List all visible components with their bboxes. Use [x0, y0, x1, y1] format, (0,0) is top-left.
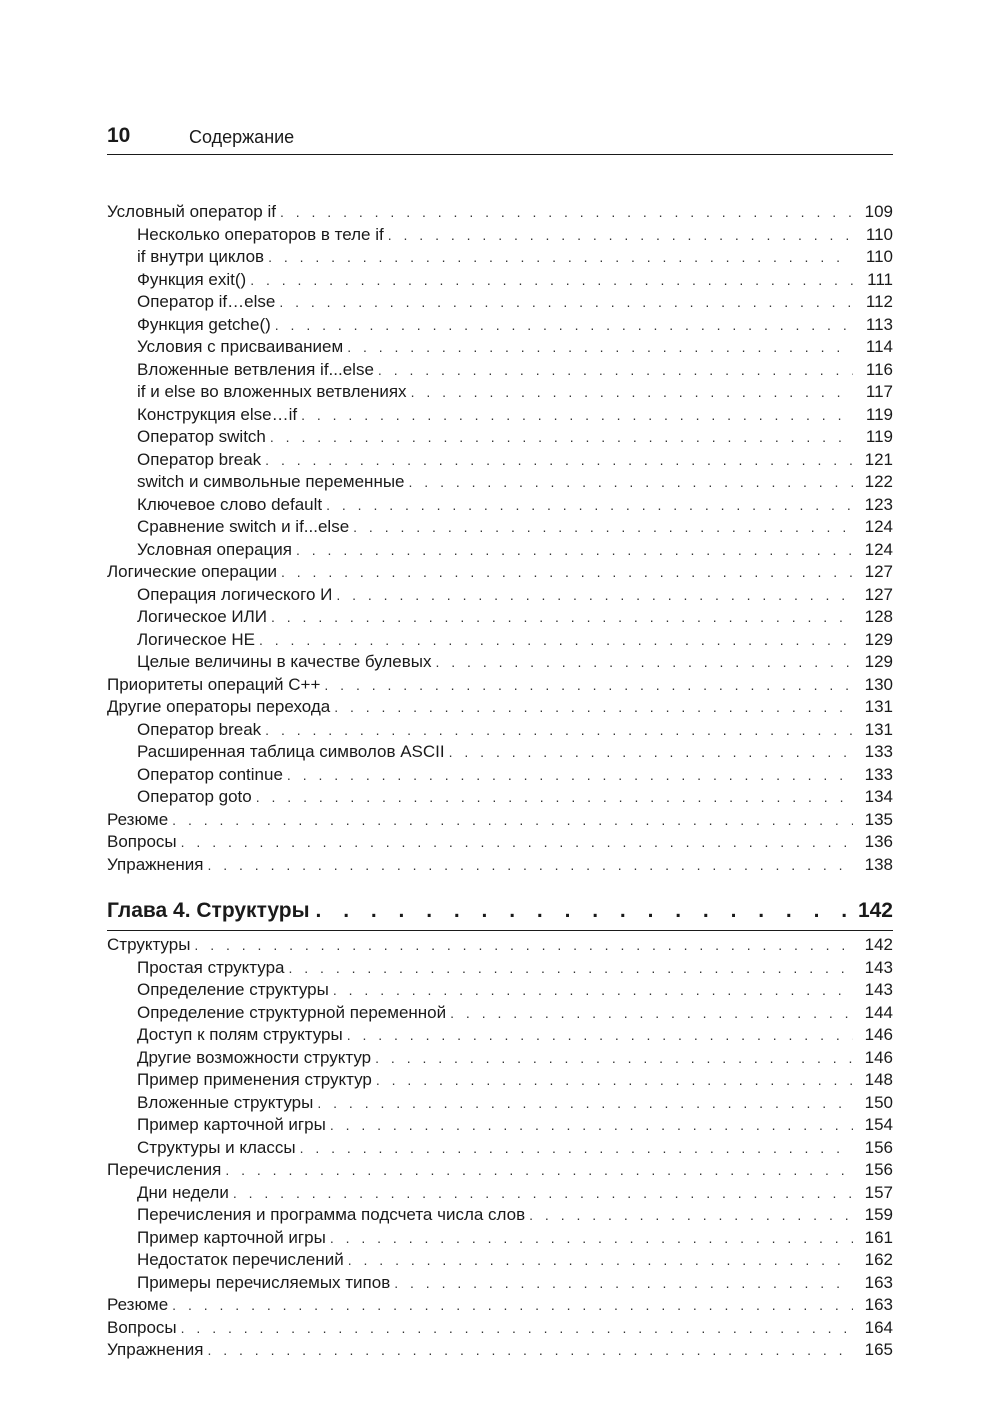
dot-leader [300, 1137, 853, 1160]
toc-section-chapter-3 [107, 201, 893, 876]
dot-leader [375, 1047, 853, 1070]
dot-leader [450, 1002, 853, 1025]
toc-entry [107, 449, 893, 472]
toc-entry-title: Оператор break [137, 719, 262, 739]
dot-leader [436, 651, 854, 674]
toc-entry [107, 471, 893, 494]
dot-leader [529, 1204, 853, 1227]
dot-leader [259, 629, 853, 652]
toc-entry-page: 121 [864, 449, 893, 469]
toc-entry-page: 133 [864, 764, 893, 784]
toc-entry [107, 1182, 893, 1205]
toc-entry-page: 142 [864, 935, 893, 954]
toc-entry-title: Оператор goto [137, 787, 252, 806]
toc-entry-title: Логическое НЕ [137, 629, 255, 649]
dot-leader [256, 786, 853, 809]
toc-entry-title: Условная операция [137, 539, 292, 559]
dot-leader [336, 584, 853, 607]
toc-entry [107, 1137, 893, 1160]
toc-entry-page: 117 [865, 382, 893, 401]
dot-leader [270, 426, 853, 449]
toc-entry-page: 112 [865, 292, 893, 311]
dot-leader [317, 1092, 853, 1115]
toc-entry [107, 246, 893, 269]
toc-entry-title: Простая структура [137, 957, 285, 977]
toc-entry-page: 110 [865, 224, 893, 244]
dot-leader [388, 224, 853, 247]
toc-entry [107, 1317, 893, 1340]
dot-leader [287, 764, 853, 787]
toc-entry [107, 1092, 893, 1115]
toc-entry [107, 1294, 893, 1317]
toc-entry [107, 201, 893, 224]
dot-leader [394, 1272, 853, 1295]
toc-entry-title: Пример карточной игры [137, 1227, 326, 1247]
toc-entry [107, 979, 893, 1002]
dot-leader [280, 201, 853, 224]
toc-entry [107, 359, 893, 382]
dot-leader [207, 1339, 853, 1362]
toc-entry [107, 1114, 893, 1137]
dot-leader [250, 269, 853, 292]
toc-entry-title: Вложенные структуры [137, 1092, 314, 1112]
dot-leader [324, 674, 853, 697]
toc-entry-title: Условный оператор if [107, 202, 276, 221]
toc-entry [107, 1339, 893, 1362]
toc-entry [107, 764, 893, 787]
toc-entry-page: 111 [867, 269, 893, 289]
toc-entry-title: Перечисления [107, 1160, 222, 1179]
toc-entry-page: 124 [864, 517, 893, 536]
dot-leader [296, 539, 853, 562]
toc-entry [107, 336, 893, 359]
dot-leader [271, 606, 853, 629]
toc-entry [107, 696, 893, 719]
toc-entry-title: Определение структуры [137, 980, 329, 999]
toc-entry [107, 786, 893, 809]
dot-leader [225, 1159, 853, 1182]
toc-entry [107, 1159, 893, 1182]
toc-entry [107, 381, 893, 404]
dot-leader [333, 979, 853, 1002]
toc-entry-page: 162 [864, 1250, 893, 1269]
dot-leader [181, 1317, 853, 1340]
toc-entry-title: if и else во вложенных ветвлениях [137, 382, 407, 401]
toc-entry-page: 131 [864, 697, 893, 716]
toc-entry-page: 134 [864, 787, 893, 806]
toc-entry-page: 154 [864, 1115, 893, 1134]
toc-entry-page: 109 [864, 202, 893, 221]
toc-entry [107, 809, 893, 832]
toc-entry-title: Условия с присваиванием [137, 337, 344, 356]
dot-leader [411, 381, 853, 404]
toc-entry [107, 934, 893, 957]
toc-entry [107, 1227, 893, 1250]
dot-leader [348, 1249, 853, 1272]
toc-entry-title: Расширенная таблица символов ASCII [137, 742, 445, 761]
dot-leader [233, 1182, 853, 1205]
dot-leader [449, 741, 853, 764]
dot-leader [194, 934, 853, 957]
toc-entry [107, 606, 893, 629]
toc-entry-title: Конструкция else…if [137, 404, 298, 424]
dot-leader [347, 1024, 853, 1047]
toc-entry [107, 561, 893, 584]
toc-entry-title: Другие возможности структур [137, 1047, 372, 1067]
toc-entry-page: 122 [864, 472, 893, 491]
toc-entry-page: 143 [864, 980, 893, 999]
chapter-heading [107, 896, 893, 931]
dot-leader [279, 291, 853, 314]
toc-entry [107, 719, 893, 742]
toc-entry-page: 116 [865, 359, 893, 379]
toc-entry [107, 854, 893, 877]
dot-leader [268, 246, 853, 269]
toc-entry-page: 136 [864, 832, 893, 851]
dot-leader [316, 896, 852, 926]
toc-entry-title: Вложенные ветвления if...else [137, 359, 374, 379]
toc-entry [107, 957, 893, 980]
toc-entry-title: Резюме [107, 809, 169, 829]
toc-entry-page: 138 [864, 854, 893, 874]
toc-entry-page: 119 [865, 404, 893, 424]
toc-entry [107, 674, 893, 697]
toc-entry [107, 651, 893, 674]
toc-entry-page: 124 [864, 539, 893, 559]
toc-entry-title: Операция логического И [137, 584, 333, 604]
page-number: 10 [107, 124, 131, 147]
toc-entry-page: 159 [864, 1205, 893, 1224]
toc-entry-title: Ключевое слово default [137, 494, 323, 514]
dot-leader [330, 1114, 853, 1137]
toc-entry-title: if внутри циклов [137, 247, 265, 266]
toc-entry-title: Функция exit() [137, 269, 247, 289]
toc-entry-page: 123 [864, 494, 893, 514]
toc-entry-title: Логическое ИЛИ [137, 607, 267, 626]
toc-entry [107, 291, 893, 314]
toc-entry-title: Примеры перечисляемых типов [137, 1272, 391, 1292]
toc-entry [107, 269, 893, 292]
running-title: Содержание [189, 127, 295, 147]
toc-entry-page: 148 [864, 1070, 893, 1089]
toc-entry-title: Логические операции [107, 562, 277, 581]
toc-entry-title: Упражнения [107, 854, 204, 874]
toc-entry-page: 127 [864, 562, 893, 581]
toc-entry [107, 1024, 893, 1047]
toc-entry-page: 156 [864, 1137, 893, 1157]
toc-entry-page: 143 [864, 957, 893, 977]
toc-entry-page: 113 [865, 314, 893, 334]
toc-entry-title: Резюме [107, 1295, 169, 1314]
toc-entry [107, 494, 893, 517]
toc-entry-title: Определение структурной переменной [137, 1002, 447, 1022]
dot-leader [330, 1227, 853, 1250]
toc-entry [107, 1272, 893, 1295]
toc-entry [107, 404, 893, 427]
toc-entry-page: 135 [864, 809, 893, 829]
chapter-page: 142 [857, 899, 893, 922]
toc-entry-title: Структуры [107, 935, 191, 954]
toc-entry-title: Приоритеты операций C++ [107, 674, 321, 694]
dot-leader [288, 957, 853, 980]
toc-entry-page: 146 [864, 1047, 893, 1067]
toc-entry-page: 131 [864, 719, 893, 739]
toc-entry-title: Структуры и классы [137, 1137, 296, 1157]
toc-entry-page: 156 [864, 1160, 893, 1179]
toc-entry-page: 157 [864, 1182, 893, 1202]
toc-entry [107, 741, 893, 764]
toc-entry-page: 146 [864, 1025, 893, 1044]
toc-entry [107, 539, 893, 562]
dot-leader [353, 516, 853, 539]
toc-section-chapter-4 [107, 934, 893, 1362]
toc-entry-page: 127 [864, 584, 893, 604]
dot-leader [281, 561, 853, 584]
toc-entry-page: 150 [864, 1092, 893, 1112]
toc-entry [107, 1047, 893, 1070]
dot-leader [265, 449, 853, 472]
toc-entry-title: Недостаток перечислений [137, 1250, 344, 1269]
dot-leader [275, 314, 853, 337]
dot-leader [172, 1294, 853, 1317]
toc-entry-page: 130 [864, 674, 893, 694]
toc-entry-page: 163 [864, 1295, 893, 1314]
toc-entry-title: Дни недели [137, 1182, 229, 1202]
toc-entry-page: 164 [864, 1317, 893, 1337]
toc-entry-title: switch и символьные переменные [137, 472, 405, 491]
toc-entry-title: Целые величины в качестве булевых [137, 652, 432, 671]
toc-entry-title: Оператор break [137, 449, 262, 469]
toc-entry [107, 831, 893, 854]
toc-entry-title: Оператор if…else [137, 292, 276, 311]
dot-leader [409, 471, 853, 494]
toc-entry [107, 426, 893, 449]
toc-entry-page: 133 [864, 742, 893, 761]
dot-leader [326, 494, 853, 517]
toc-entry-title: Оператор switch [137, 427, 266, 446]
toc-entry [107, 1204, 893, 1227]
page-header [107, 124, 893, 155]
toc-entry-page: 129 [864, 652, 893, 671]
toc-entry [107, 1249, 893, 1272]
toc-entry-page: 110 [865, 247, 893, 266]
toc-entry-page: 128 [864, 607, 893, 626]
toc-entry [107, 1069, 893, 1092]
toc-entry-title: Пример карточной игры [137, 1115, 326, 1134]
toc-entry-page: 114 [865, 337, 893, 356]
toc-entry [107, 584, 893, 607]
toc-entry-title: Функция getche() [137, 314, 271, 334]
dot-leader [301, 404, 853, 427]
toc-entry-title: Оператор continue [137, 764, 283, 784]
toc-entry-page: 144 [864, 1002, 893, 1022]
toc-entry-page: 119 [865, 427, 893, 446]
dot-leader [378, 359, 853, 382]
toc-entry-title: Несколько операторов в теле if [137, 224, 384, 244]
dot-leader [181, 831, 853, 854]
toc-entry-title: Упражнения [107, 1340, 204, 1359]
toc-entry-title: Вопросы [107, 1317, 177, 1337]
table-of-contents [107, 201, 893, 1362]
dot-leader [334, 696, 853, 719]
toc-entry-title: Сравнение switch и if...else [137, 517, 350, 536]
toc-entry-title: Перечисления и программа подсчета числа слов [137, 1205, 526, 1224]
toc-entry [107, 1002, 893, 1025]
toc-entry [107, 516, 893, 539]
dot-leader [347, 336, 853, 359]
toc-entry-title: Вопросы [107, 832, 177, 851]
toc-entry [107, 629, 893, 652]
toc-entry-page: 165 [864, 1340, 893, 1359]
toc-entry-title: Пример применения структур [137, 1070, 372, 1089]
toc-entry-title: Доступ к полям структуры [137, 1025, 343, 1044]
toc-entry [107, 314, 893, 337]
dot-leader [376, 1069, 853, 1092]
dot-leader [207, 854, 853, 877]
chapter-title: Глава 4. Структуры [107, 899, 310, 922]
dot-leader [172, 809, 853, 832]
toc-entry [107, 224, 893, 247]
dot-leader [265, 719, 853, 742]
toc-entry-page: 163 [864, 1272, 893, 1292]
toc-entry-page: 161 [864, 1227, 893, 1247]
toc-entry-title: Другие операторы перехода [107, 697, 331, 716]
toc-entry-page: 129 [864, 629, 893, 649]
